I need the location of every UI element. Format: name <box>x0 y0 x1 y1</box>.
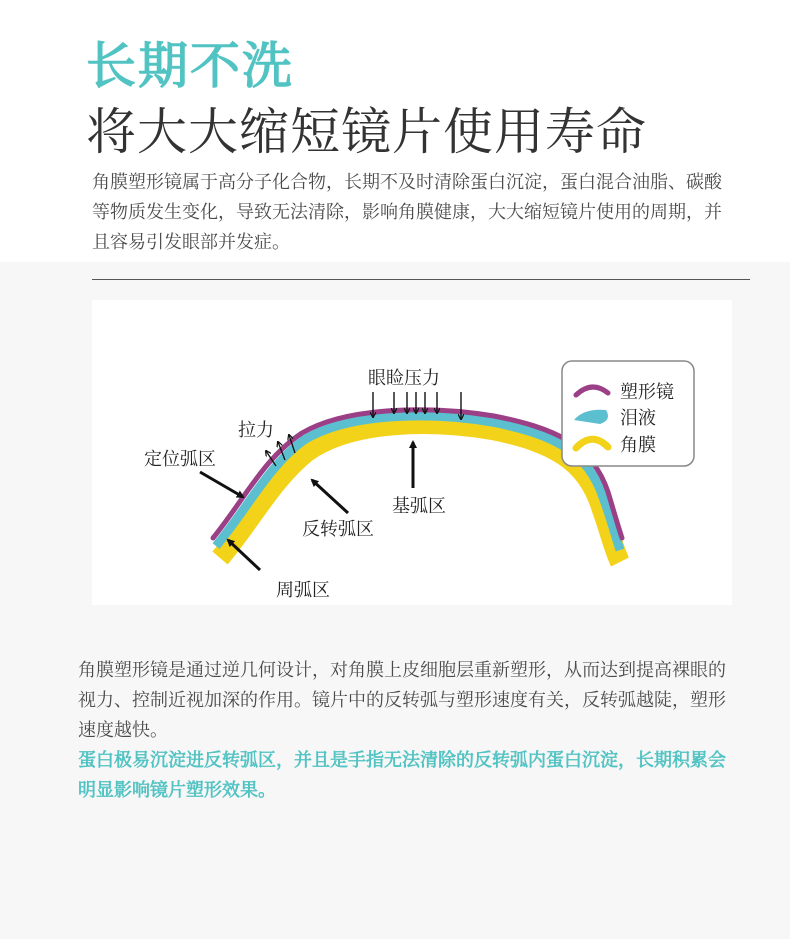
intro-paragraph: 角膜塑形镜属于高分子化合物，长期不及时清除蛋白沉淀，蛋白混合油脂、碳酸等物质发生变化，导致无法清除，影响角膜健康，大大缩短镜片使用的周期，并且容易引发眼部并发症。 <box>92 172 722 253</box>
lens-diagram <box>92 300 732 605</box>
divider <box>92 279 750 280</box>
alignment-pointer <box>200 472 243 497</box>
label-alignment-curve: 定位弧区 <box>144 449 216 469</box>
legend-cornea-label: 角膜 <box>620 435 656 455</box>
highlight-paragraph: 蛋白极易沉淀进反转弧区，并且是手指无法清除的反转弧内蛋白沉淀，长期积累会明显影响镜片塑形效果。 <box>78 750 726 801</box>
label-eyelid-pressure: 眼睑压力 <box>368 368 440 388</box>
reverse-pointer <box>312 480 348 513</box>
body-paragraph: 角膜塑形镜是通过逆几何设计，对角膜上皮细胞层重新塑形，从而达到提高裸眼的视力、控制近视加深的作用。镜片中的反转弧与塑形速度有关，反转弧越陡，塑形速度越快。 <box>78 660 726 741</box>
heading-main: 将大大缩短镜片使用寿命 <box>86 103 647 161</box>
legend-lens-label: 塑形镜 <box>620 382 674 402</box>
heading-accent: 长期不洗 <box>86 37 294 95</box>
legend-tears-label: 泪液 <box>620 408 656 428</box>
label-tension: 拉力 <box>238 420 274 440</box>
label-base-curve: 基弧区 <box>392 496 446 516</box>
label-reverse-curve: 反转弧区 <box>302 519 374 539</box>
legend <box>562 361 694 466</box>
label-peripheral-curve: 周弧区 <box>276 580 330 600</box>
